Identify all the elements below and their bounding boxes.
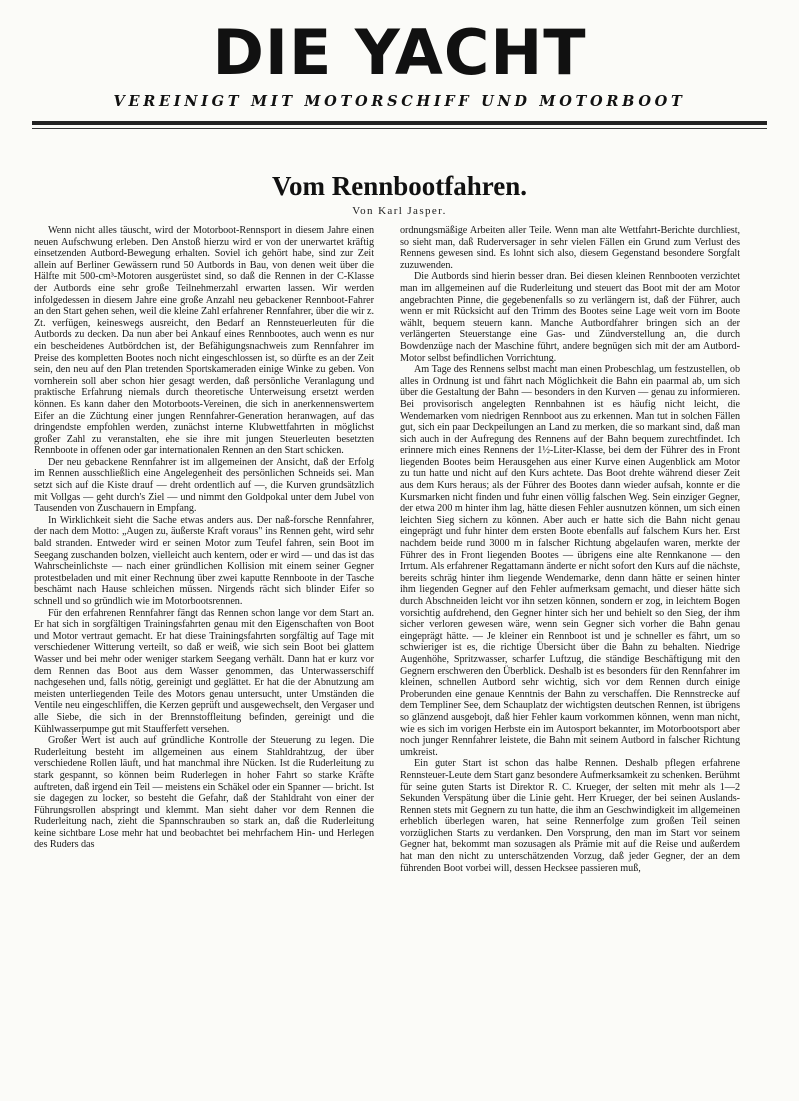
masthead-title: DIE YACHT [212,16,587,89]
article-column-left [34,225,374,851]
paragraph: Am Tage des Rennens selbst macht man einen Probeschlag, um festzustellen, ob alles in Ordnung ist und fährt nach Möglichkeit die Bahn ein paarmal ab, um sich über die Gestaltung der Bahn — besonders in den Kurven — genau zu informieren. Bei provisorisch angelegten Rennbahnen ist es häufig nicht leicht, die Wendemarken vom niedrigen Rennboot aus zu erkennen. Man tut in solchen Fällen gut, sich ein paar Deckpeilungen an Land zu merken, die so markant sind, daß man sich auch in der Aufregung des Rennens auf der Bahn bequem zurechtfindet. Ich erinnere mich eines Rennens der 1½-Liter-Klasse, bei dem der Führer des in Front liegenden Bootes beim Herausgehen aus einer Kurve einen Augenblick am Motor zu tun hatte und nicht auf den Kurs achtete. Das Boot drehte während dieser Zeit aus dem Kurs heraus; als der Führer des Bootes dann wieder aufsah, konnte er die Kursmarken nicht finden und fuhr einen völlig falschen Weg. Sein einziger Gegner, der etwa 200 m hinter ihm lag, hätte diesen Fehler ausnutzen können, um sich einen leichten Sieg sichern zu können. Aber auch er hatte sich die Bahn nicht genau eingeprägt und fuhr hinter dem ersten Boote ebenfalls auf falschem Kurs her. Erst nachdem beide rund 3000 m in falscher Richtung abgelaufen waren, merkte der Führer des in Front liegenden Bootes — übrigens eine alte Rennkanone — den Irrtum. Als erfahrener Regattamann änderte er nicht sofort den Kurs auf die nächste, bereits schräg hinter ihm liegende Wendemarke, denn dann hätte er seinen hinter ihm liegenden Gegner auf den Fehler aufmerksam gemacht, und dieser hätte sich durch Abschneiden leicht vor ihn setzen können, sondern er zog, in leichtem Bogen vorsichtig aufdrehend, den Gegner hinter sich her und behielt so den Sieg, der ihm sicher verloren gewesen wäre, wenn sein Gegner sich vorher die Bahn genau eingeprägt hätte. — Je kleiner ein Rennboot ist und je schneller es fährt, um so schwieriger ist es, die richtige Übersicht über die Bahn zu behalten. Niedrige Augenhöhe, Spritzwasser, scharfer Luftzug, die ständige Beschäftigung mit den Gegnern erschweren den Überblick. Deshalb ist es besonders für den Rennfahrer im kleinen, schnellen Autbord sehr wichtig, sich vor dem Rennen durch einige Proberunden eine genaue Kenntnis der Bahn zu verschaffen. Die Rennstrecke auf dem Templiner See, dem Schauplatz der wichtigsten deutschen Rennen, ist übrigens so glänzend ausgebojt, daß hier Fehler kaum vorkommen können, wenn man nicht, wie es sich im vorigen Herbste ein im Autosport bekannter, im Motorbootsport aber noch junger Rennfahrer leistete, die Bahn mit seinem Autbord in falscher Richtung umkreist. [400,364,740,758]
paragraph: Die Autbords sind hierin besser dran. Bei diesen kleinen Rennbooten verzichtet man im allgemeinen auf die Ruderleitung und steuert das Boot mit der am Motor angebrachten Pinne, die gegebenenfalls so zu verlängern ist, daß der Führer, auch wenn er mit Rücksicht auf den Trimm des Bootes seine Lage weit vorn im Boote wählt, bequem steuern kann. Manche Autbordfahrer bringen sich an der verlängerten Steuerstange eine Gas- und Zündverstellung an, die durch Bowdenzüge nach der Maschine führt, andere begnügen sich mit der am Autbord-Motor selbst befindlichen Vorrichtung. [400,271,740,364]
paragraph: ordnungsmäßige Arbeiten aller Teile. Wenn man alte Wettfahrt-Berichte durchliest, so sieht man, daß Ruderversager in sehr vielen Fällen ein Grund zum Verlust des Rennens gewesen sind. Es lohnt sich also, diesem Gegenstand besondere Sorgfalt zuzuwenden. [400,225,740,271]
paragraph: Für den erfahrenen Rennfahrer fängt das Rennen schon lange vor dem Start an. Er hat sich in sorgfältigen Trainingsfahrten genau mit den Eigenschaften von Boot und Motor vertraut gemacht. Er hat diese Trainingsfahrten sorgfältig auf Tage mit verschiedener Witterung verteilt, so daß er weiß, wie sich sein Boot bei glattem Wasser und bei mehr oder weniger starkem Seegang verhält. Dann hat er kurz vor dem Rennen das Boot aus dem Wasser genommen, das Unterwasserschiff nachgesehen und, falls nötig, gereinigt und geglättet. Er hat die der Abnutzung am meisten unterliegenden Teile des Motors genau untersucht, unter Umständen die Ventile neu eingeschliffen, die Kerzen geprüft und ausgewechselt, den Vergaser und alle Siebe, die sich in der Brennstoffleitung befinden, gereinigt und die Kühlwasserpumpe gut mit Staufferfett versehen. [34,607,374,735]
paragraph: Großer Wert ist auch auf gründliche Kontrolle der Steuerung zu legen. Die Ruderleitung besteht im allgemeinen aus einem Stahldrahtzug, der über verschiedene Rollen läuft, und hat manchmal ihre Nücken. Ist die Ruderleitung zu stark gespannt, so können beim Ruderlegen in hoher Fahrt so starke Kräfte auftreten, daß irgend ein Teil — meistens ein Schäkel oder ein Spanner — bricht. Ist sie dagegen zu locker, so besteht die Gefahr, daß der Stahldraht von einer der Führungsrollen abspringt und klemmt. Man sieht daher vor dem Rennen die Ruderleitung nach, zieht die Spannschrauben so stark an, daß die Ruderleitung keine sichtbare Lose mehr hat und beobachtet bei mehrfachem Hin- und Herlegen des Ruders das [34,735,374,851]
article-title: Vom Rennbootfahren. [271,171,528,201]
masthead-rule-thin [32,128,767,129]
article-column-right [400,225,740,874]
paragraph: Der neu gebackene Rennfahrer ist im allgemeinen der Ansicht, daß der Erfolg im Rennen ausschließlich eine Angelegenheit des persönlichen Schneids sei. Man setzt sich auf die Kiste drauf — dreht ordentlich auf —, die Kurven grundsätzlich mit Vollgas — geht durch's Ziel — und nimmt den Goldpokal unter dem Jubel von Tausenden von Zuschauern in Empfang. [34,456,374,515]
paragraph: Wenn nicht alles täuscht, wird der Motorboot-Rennsport in diesem Jahre einen neuen Aufschwung erleben. Den Anstoß hierzu wird er von der unerwartet kräftig einsetzenden Autbord-Bewegung erhalten. Soviel ich gehört habe, sind zur Zeit allein auf Berliner Gewässern rund 50 Autbords in Bau, von denen weit über die Hälfte mit 500-cm³-Motoren ausgerüstet sind, so daß die Rennen in der C-Klasse der Autbords eine sehr große Teilnehmerzahl erwarten lassen. Wir werden infolgedessen in diesem Jahre eine große Anzahl neu gebackener Rennboot-Fahrer an den Start gehen sehen, weil die kleine Zahl erfahrener Rennfahrer, über die wir z. Zt. verfügen, keineswegs ausreicht, den Bedarf an Rennsteuerleuten für die Autbords zu decken. Da nun aber bei Ankauf eines Rennbootes, auch wenn es nur ein bescheidenes Autbördchen ist, der Befähigungsnachweis zum Rennfahrer im Preise des kompletten Bootes noch nicht eingeschlossen ist, so dürfte es an der Zeit sein, den neu auf den Plan tretenden Sportskameraden einige Winke zu geben. Von vornherein soll aber schon hier gesagt werden, daß persönliche Veranlagung und praktische Erfahrung niemals durch theoretische Unterweisung ersetzt werden können. Es kann daher den Motorboots-Vereinen, die sich in anerkennenswertem Eifer an die Züchtung einer jungen Rennfahrer-Generation heranwagen, auf das dringendste empfohlen werden, zunächst interne Klubwettfahrten in möglichst großer Zahl zu veranstalten, ehe sie ihre mit jungen Steuerleuten besetzten Rennboote in offenen oder gar internationalen Rennen an den Start schicken. [34,225,374,457]
masthead-subtitle: VEREINIGT MIT MOTORSCHIFF UND MOTORBOOT [113,93,686,110]
masthead-rule-thick [32,121,767,125]
paragraph: In Wirklichkeit sieht die Sache etwas anders aus. Der naß-forsche Rennfahrer, der nach dem Motto: „Augen zu, äußerste Kraft voraus" ins Rennen geht, wird sehr bald stranden. Entweder wird er seinen Motor zum Teufel fahren, sein Boot im Seegang zuschanden bolzen, vielleicht auch kentern, oder er wird — und das ist das Wahrscheinlichste — nach einer gründlichen Kollision mit einem seiner Gegner protestbeladen und mit einer Rechnung über zwei kaputte Rennboote in der Tasche beschämt nach Hause schleichen müssen. Nirgends rächt sich blinder Eifer so schnell und so gründlich wie im Motorbootsrennen. [34,514,374,607]
article-byline: Von Karl Jasper. [352,205,447,217]
paragraph: Ein guter Start ist schon das halbe Rennen. Deshalb pflegen erfahrene Rennsteuer-Leute dem Start ganz besondere Aufmerksamkeit zu schenken. Berühmt für seine guten Starts ist Direktor R. C. Krueger, der selten mit mehr als 1—2 Sekunden Verspätung über die Linie geht. Herr Krueger, der bei seinen Auslands-Rennen stets mit Gegnern zu tun hatte, die ihm an Geschwindigkeit im allgemeinen erheblich überlegen waren, hat seine Rennerfolge zum großen Teil seinen vorzüglichen Starts zu verdanken. Den Vorsprung, den man im Start vor seinem Gegner hat, bekommt man sozusagen als Prämie mit auf die Reise und außerdem hat man den nicht zu unterschätzenden Vorzug, daß jeder Gegner, der an dem führenden Boot vorbei will, dessen Hecksee passieren muß, [400,758,740,874]
